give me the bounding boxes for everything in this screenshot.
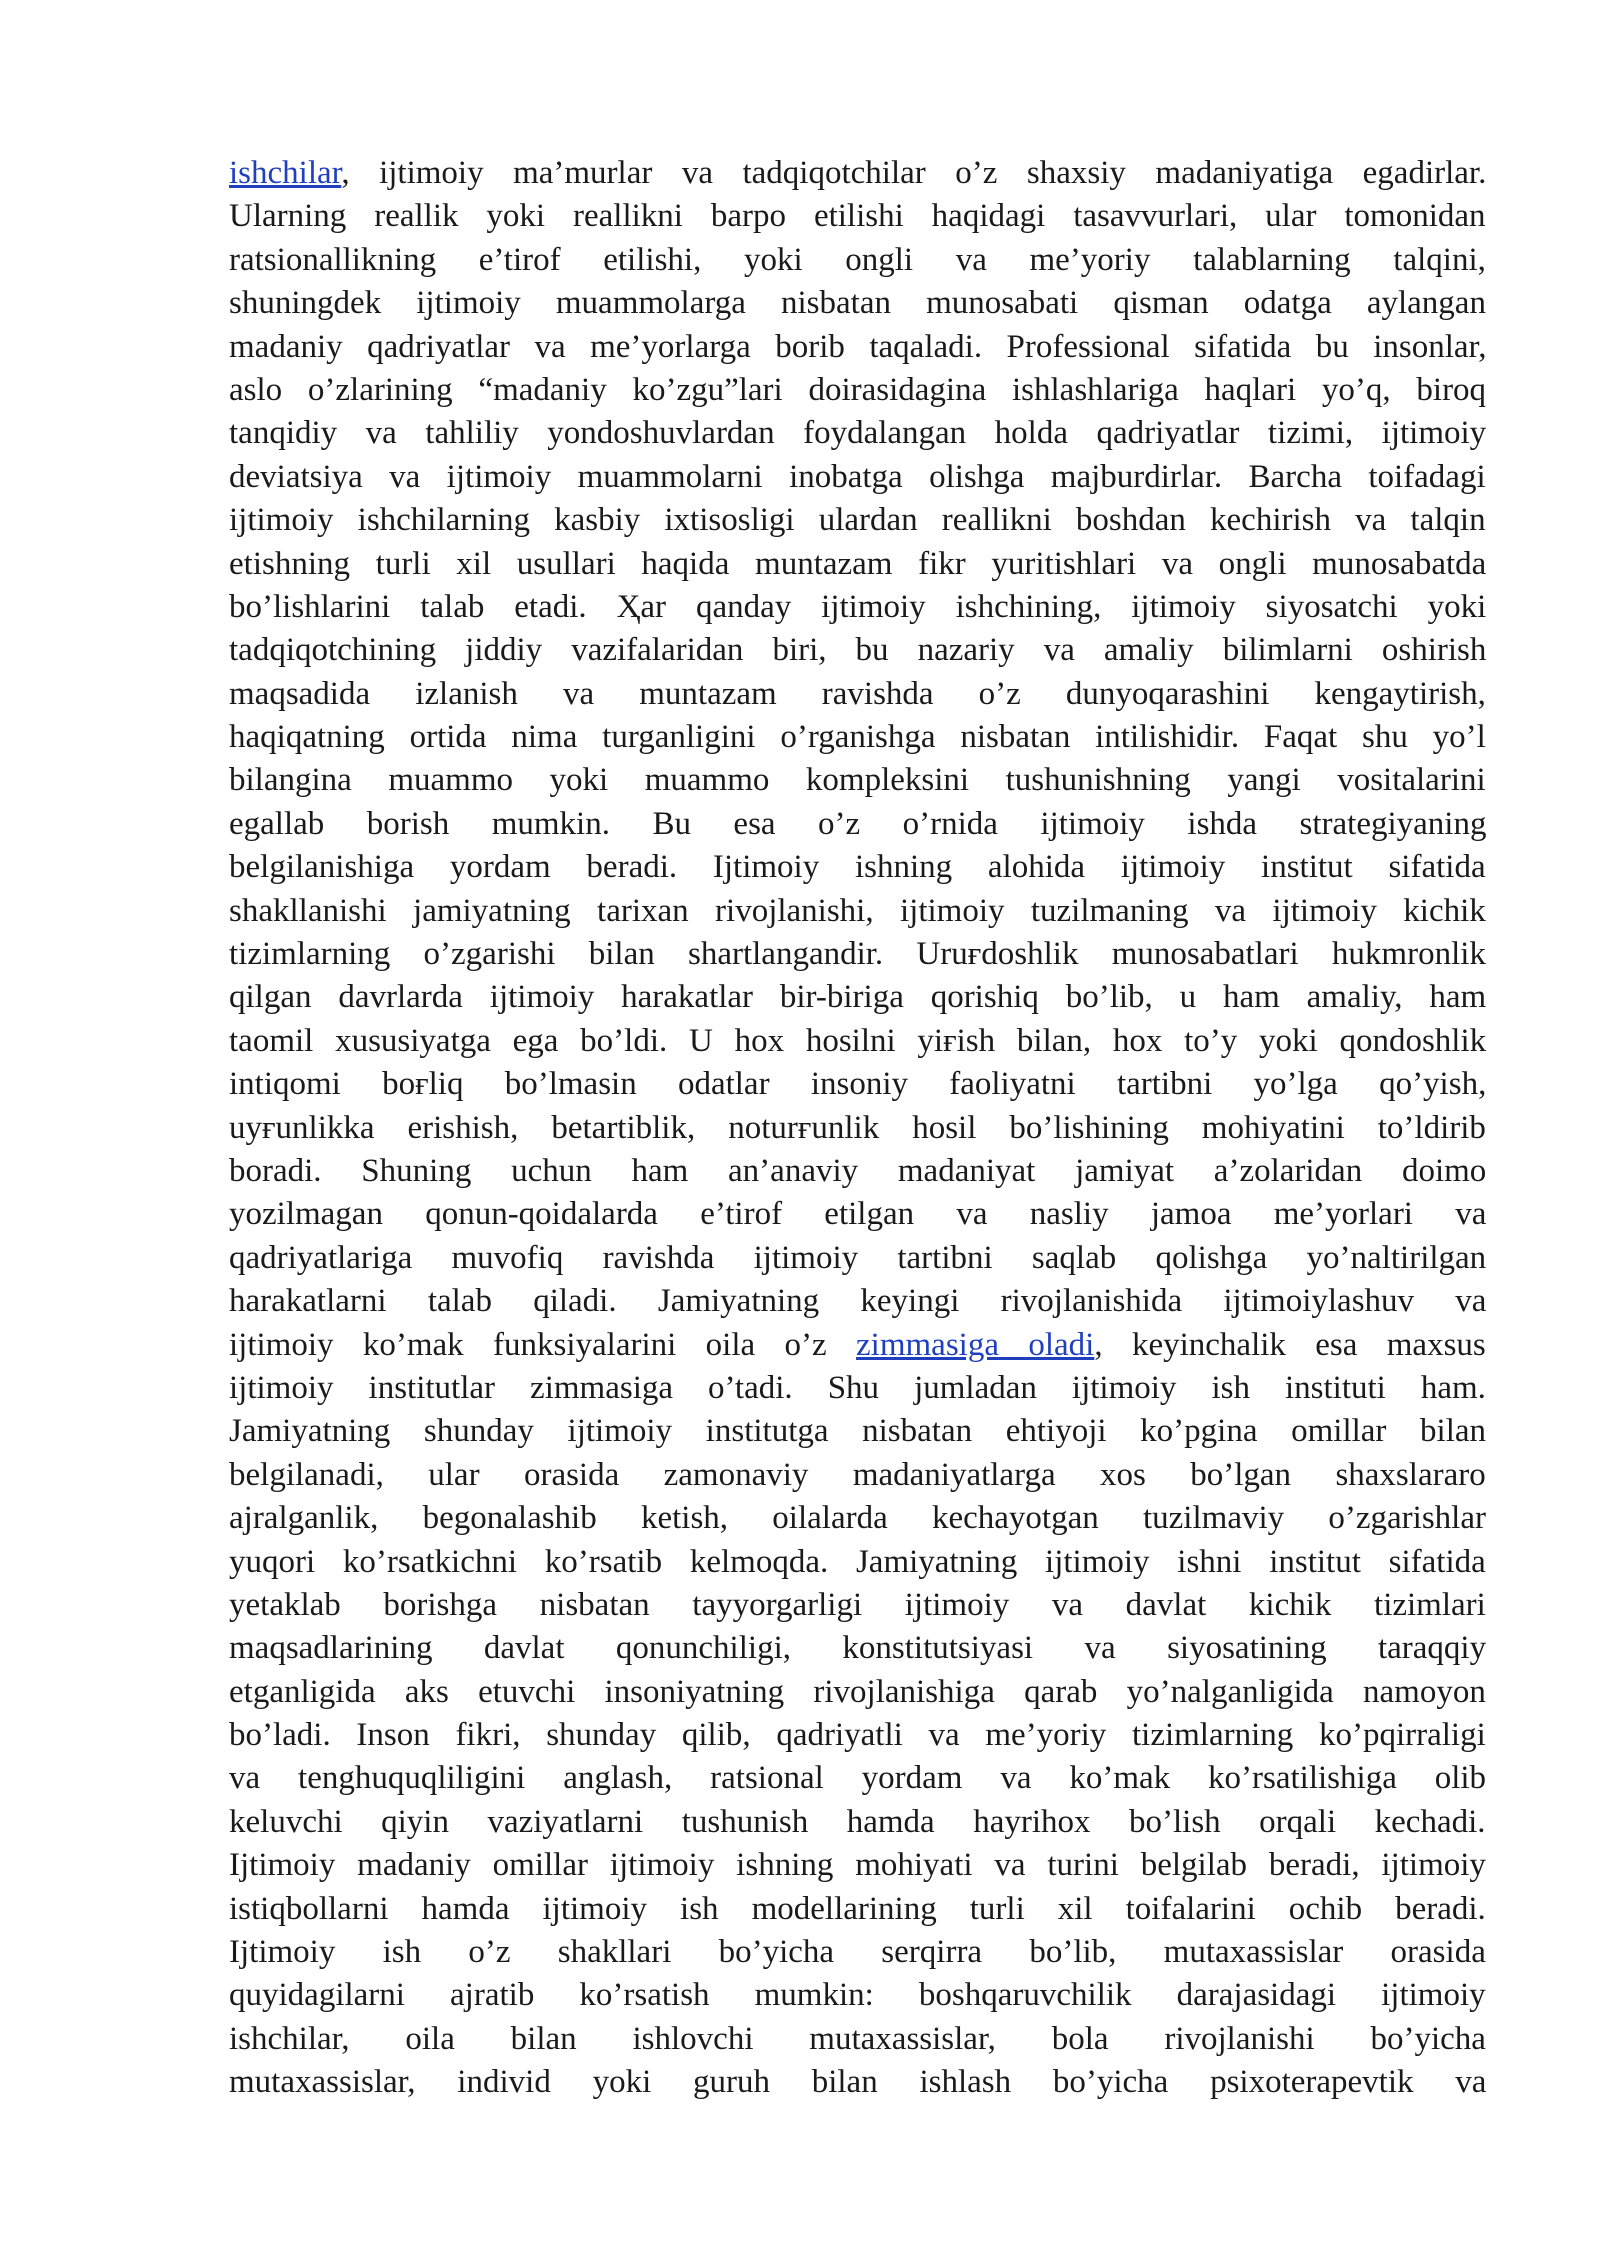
text-line-14: haqiqatning ortida nima turganligini o’rganishga nisbatan intilishidir. Faqat shu yo’l bbox=[229, 719, 1486, 756]
text-line-45: mutaxassislar, individ yoki guruh bilan ishlash bo’yicha psixoterapevtik va bbox=[229, 2064, 1487, 2101]
text-line-22: intiqomi boғliq bo’lmasin odatlar insoniy faoliyatni tartibni yo’lga qo’yish, bbox=[229, 1066, 1487, 1103]
text-line-19: tizimlarning o’zgarishi bilan shartlangandir. Uruғdoshlik munosabatlari hukmronlik bbox=[229, 936, 1486, 973]
document-page bbox=[229, 152, 1486, 2105]
text-line-30: Jamiyatning shunday ijtimoiy institutga nisbatan ehtiyoji ko’pgina omillar bilan bbox=[229, 1413, 1487, 1450]
text-line-12: tadqiqotchining jiddiy vazifalaridan biri, bu nazariy va amaliy bilimlarni oshirish bbox=[229, 632, 1487, 669]
text-line-24: boradi. Shuning uchun ham an’anaviy madaniyat jamiyat a’zolaridan doimo bbox=[229, 1152, 1487, 1189]
text-line-17: belgilanishiga yordam beradi. Ijtimoiy ishning alohida ijtimoiy institut sifatida bbox=[229, 849, 1486, 886]
link-zimmasiga-oladi[interactable]: zimmasiga oladi bbox=[856, 1326, 1095, 1363]
text-line-23: uyғunlikka erishish, betartiblik, noturғunlik hosil bo’lishining mohiyatini to’ldirib bbox=[229, 1109, 1486, 1146]
paragraph-part-b bbox=[229, 1367, 1486, 2105]
text-line-21: taomil xususiyatga ega bo’ldi. U hox hosilni yiғish bilan, hox to’y yoki qondoshlik bbox=[229, 1022, 1487, 1059]
text-line-6: aslo o’zlarining “madaniy ko’zgu”lari doirasidagina ishlashlariga haqlari yo’q, biroq bbox=[229, 371, 1487, 408]
text-line-18: shakllanishi jamiyatning tarixan rivojlanishi, ijtimoiy tuzilmaning va ijtimoiy kichik bbox=[229, 892, 1486, 929]
text-line-40: Ijtimoiy madaniy omillar ijtimoiy ishning mohiyati va turini belgilab beradi, ijtimoiy bbox=[229, 1847, 1486, 1884]
text-line-33: yuqori ko’rsatkichni ko’rsatib kelmoqda. Jamiyatning ijtimoiy ishni institut sifatida bbox=[229, 1543, 1486, 1580]
text-line-25: yozilmagan qonun-qoidalarda e’tirof etilgan va nasliy jamoa me’yorlari va bbox=[229, 1196, 1487, 1233]
text-line-13: maqsadida izlanish va muntazam ravishda o’z dunyoqarashini kengaytirish, bbox=[229, 675, 1486, 712]
text-line-36: etganligida aks etuvchi insoniyatning rivojlanishiga qarab yo’nalganligida namoyon bbox=[229, 1673, 1486, 1710]
text-line-38: va tenghuquqliligini anglash, ratsional yordam va ko’mak ko’rsatilishiga olib bbox=[229, 1760, 1487, 1797]
text-line-28 bbox=[229, 1324, 1486, 1367]
text-line-29: ijtimoiy institutlar zimmasiga o’tadi. Shu jumladan ijtimoiy ish instituti ham. bbox=[229, 1369, 1486, 1406]
text-line-28-after: , keyinchalik esa maxsus bbox=[1094, 1326, 1486, 1363]
text-line-43: quyidagilarni ajratib ko’rsatish mumkin: boshqaruvchilik darajasidagi ijtimoiy bbox=[229, 1977, 1486, 2014]
paragraph-part-a bbox=[229, 195, 1486, 1323]
text-line-26: qadriyatlariga muvofiq ravishda ijtimoiy tartibni saqlab qolishga yo’naltirilgan bbox=[229, 1239, 1487, 1276]
text-line-4: shuningdek ijtimoiy muammolarga nisbatan munosabati qisman odatga aylangan bbox=[229, 285, 1486, 322]
text-line-3: ratsionallikning e’tirof etilishi, yoki ongli va me’yoriy talablarning talqini, bbox=[229, 241, 1486, 278]
text-line-39: keluvchi qiyin vaziyatlarni tushunish hamda hayrihox bo’lish orqali kechadi. bbox=[229, 1803, 1486, 1840]
text-line-32: ajralganlik, begonalashib ketish, oilalarda kechayotgan tuzilmaviy o’zgarishlar bbox=[229, 1500, 1486, 1537]
text-line-7: tanqidiy va tahliliy yondoshuvlardan foydalangan holda qadriyatlar tizimi, ijtimoiy bbox=[229, 415, 1487, 452]
text-line-31: belgilanadi, ular orasida zamonaviy madaniyatlarga xos bo’lgan shaxslararo bbox=[229, 1456, 1486, 1493]
text-line-20: qilgan davrlarda ijtimoiy harakatlar bir-biriga qorishiq bo’lib, u ham amaliy, ham bbox=[229, 979, 1487, 1016]
text-line-34: yetaklab borishga nisbatan tayyorgarligi ijtimoiy va davlat kichik tizimlari bbox=[229, 1586, 1486, 1623]
text-line-35: maqsadlarining davlat qonunchiligi, konstitutsiyasi va siyosatining taraqqiy bbox=[229, 1630, 1487, 1667]
text-line-8: deviatsiya va ijtimoiy muammolarni inobatga olishga majburdirlar. Barcha toifadagi bbox=[229, 458, 1486, 495]
text-line-41: istiqbollarni hamda ijtimoiy ish modellarining turli xil toifalarini ochib beradi. bbox=[229, 1890, 1486, 1927]
text-line-5: madaniy qadriyatlar va me’yorlarga borib taqaladi. Professional sifatida bu insonlar, bbox=[229, 328, 1487, 365]
text-line-27: harakatlarni talab qiladi. Jamiyatning keyingi rivojlanishida ijtimoiylashuv va bbox=[229, 1283, 1487, 1320]
text-line-16: egallab borish mumkin. Bu esa o’z o’rnida ijtimoiy ishda strategiyaning bbox=[229, 805, 1487, 842]
text-line-10: etishning turli xil usullari haqida muntazam fikr yuritishlari va ongli munosabatda bbox=[229, 545, 1487, 582]
text-line-2: Ularning reallik yoki reallikni barpo etilishi haqidagi tasavvurlari, ular tomonidan bbox=[229, 198, 1486, 235]
text-line-1 bbox=[229, 152, 1486, 195]
text-line-9: ijtimoiy ishchilarning kasbiy ixtisosligi ulardan reallikni boshdan kechirish va talqin bbox=[229, 502, 1486, 539]
text-line-15: bilangina muammo yoki muammo kompleksini tushunishning yangi vositalarini bbox=[229, 762, 1486, 799]
text-line-11: bo’lishlarini talab etadi. Ҳar qanday ijtimoiy ishchining, ijtimoiy siyosatchi yoki bbox=[229, 588, 1487, 625]
link-ishchilar[interactable]: ishchilar bbox=[229, 155, 342, 191]
text-line-37: bo’ladi. Inson fikri, shunday qilib, qadriyatli va me’yoriy tizimlarning ko’pqirraligi bbox=[229, 1717, 1486, 1754]
text-line-44: ishchilar, oila bilan ishlovchi mutaxassislar, bola rivojlanishi bo’yicha bbox=[229, 2020, 1486, 2057]
text-line-42: Ijtimoiy ish o’z shakllari bo’yicha serqirra bo’lib, mutaxassislar orasida bbox=[229, 1934, 1486, 1971]
text-line-1-rest: , ijtimoiy ma’murlar va tadqiqotchilar o’z shaxsiy madaniyatiga egadirlar. bbox=[341, 155, 1487, 191]
text-line-28-before: ijtimoiy ko’mak funksiyalarini oila o’z bbox=[229, 1326, 857, 1363]
